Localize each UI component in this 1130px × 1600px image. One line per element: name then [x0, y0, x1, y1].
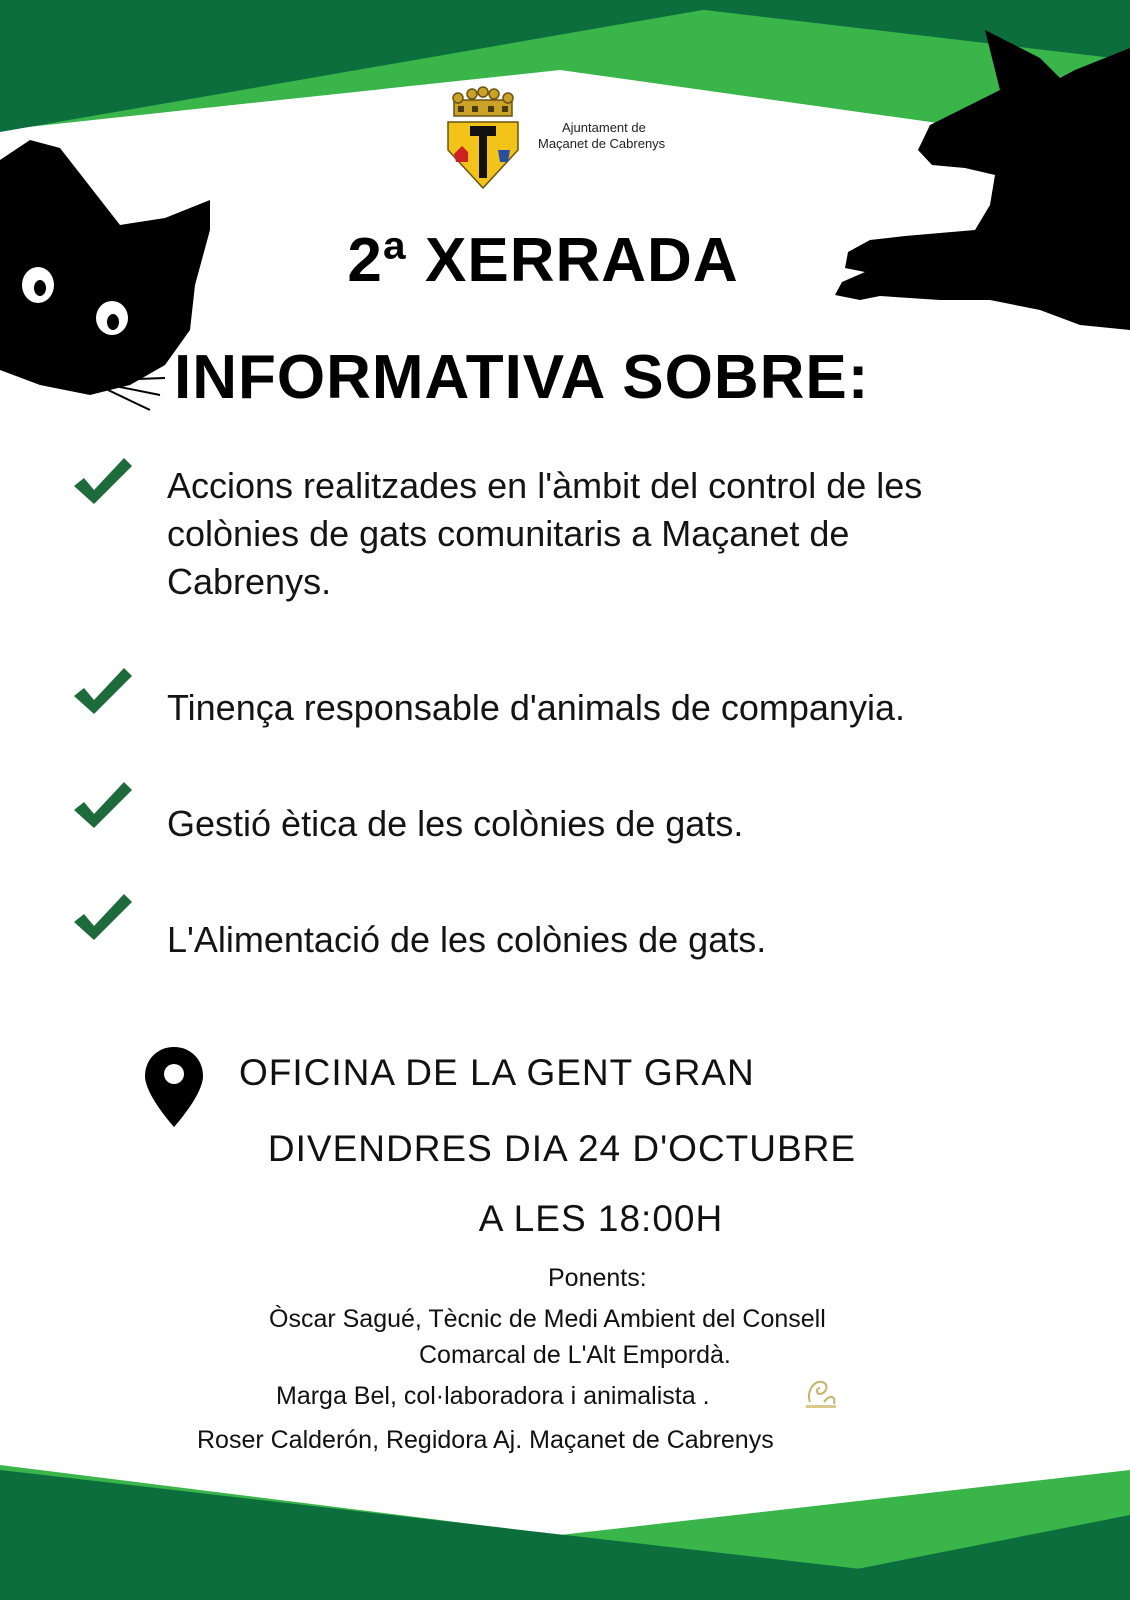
event-time — [0, 1198, 1130, 1240]
topic-item-1 — [167, 462, 1067, 606]
speakers-label: Ponents: — [548, 1264, 647, 1292]
speaker-2: Marga Bel, col·laboradora i animalista . — [276, 1382, 710, 1410]
association-logo-icon — [800, 1372, 844, 1412]
event-date-text: DIVENDRES DIA 24 D'OCTUBRE — [267, 1128, 857, 1169]
title-line-1 — [0, 225, 1130, 296]
topic-1-line-3: Cabrenys. — [167, 561, 332, 602]
location-pin-icon — [143, 1045, 205, 1129]
topic-item-2: Tinença responsable d'animals de companyia. — [167, 687, 905, 728]
checkmark-icon — [70, 456, 134, 508]
event-location: OFICINA DE LA GENT GRAN — [239, 1052, 755, 1093]
topic-1-line-1: Accions realitzades en l'àmbit del control de les — [167, 465, 923, 506]
event-time-text: A LES 18:00H — [478, 1198, 724, 1239]
speaker-3: Roser Calderón, Regidora Aj. Maçanet de Cabrenys — [197, 1426, 774, 1454]
speaker-1-line-1: Òscar Sagué, Tècnic de Medi Ambient del Consell — [269, 1305, 826, 1333]
organization-line-1: Ajuntament de — [562, 120, 646, 135]
title-line-1-text: 2ª XERRADA — [347, 226, 739, 295]
municipal-coat-of-arms-icon — [446, 84, 520, 190]
title-line-2: INFORMATIVA SOBRE: — [174, 343, 870, 412]
topic-1-line-2: colònies de gats comunitaris a Maçanet de — [167, 513, 850, 554]
event-date — [0, 1128, 1130, 1170]
speaker-1-line-2: Comarcal de L'Alt Empordà. — [419, 1341, 731, 1369]
topic-item-4: L'Alimentació de les colònies de gats. — [167, 919, 767, 960]
checkmark-icon — [70, 780, 134, 832]
checkmark-icon — [70, 892, 134, 944]
checkmark-icon — [70, 666, 134, 718]
organization-line-2: Maçanet de Cabrenys — [538, 136, 666, 151]
organization-name — [538, 120, 698, 152]
topic-item-3: Gestió ètica de les colònies de gats. — [167, 803, 744, 844]
